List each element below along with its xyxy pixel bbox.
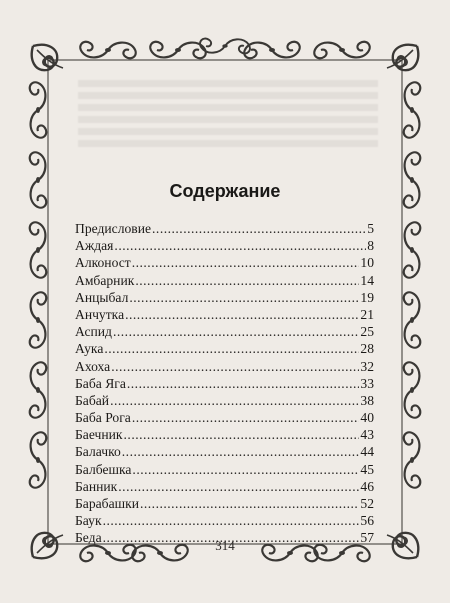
toc-entry-title: Анчутка [75, 306, 125, 322]
toc-entry [75, 495, 374, 512]
toc-entry-page: 46 [360, 478, 374, 494]
toc-entry-title: Баук [75, 513, 102, 529]
toc-entry [75, 237, 374, 254]
dot-leader [104, 340, 359, 357]
toc-entry [75, 478, 374, 495]
toc-entry [75, 289, 374, 306]
toc-entry-title: Баба Рога [75, 410, 131, 426]
toc-entry-page: 25 [360, 324, 374, 340]
toc-entry-page: 45 [360, 461, 374, 477]
toc-entry-title: Банник [75, 478, 118, 494]
dot-leader [110, 392, 359, 409]
toc-entry-page: 57 [360, 530, 374, 546]
toc-entry-title: Беда [75, 530, 102, 546]
toc-entry [75, 443, 374, 460]
toc-entry-page: 14 [360, 272, 374, 288]
toc-entry-page: 44 [360, 444, 374, 460]
toc-entry-title: Алконост [75, 255, 131, 271]
toc-entry [75, 375, 374, 392]
toc-entry-title: Балбешка [75, 461, 132, 477]
toc-entry [75, 392, 374, 409]
toc-entry-title: Аждая [75, 238, 114, 254]
table-of-contents [75, 220, 374, 547]
toc-entry [75, 272, 374, 289]
dot-leader [132, 461, 359, 478]
dot-leader [132, 409, 360, 426]
dot-leader [124, 426, 360, 443]
toc-entry [75, 461, 374, 478]
toc-entry-page: 52 [360, 496, 374, 511]
dot-leader [118, 478, 359, 495]
dot-leader [125, 306, 359, 323]
dot-leader [152, 220, 366, 237]
page-number: 314 [215, 538, 235, 553]
dot-leader [132, 254, 360, 271]
toc-entry-page: 56 [360, 513, 374, 529]
dot-leader [135, 272, 359, 289]
page-title: Содержание [169, 181, 281, 201]
toc-entry-title: Амбарник [75, 272, 135, 288]
dot-leader [111, 358, 359, 375]
toc-entry-title: Баба Яга [75, 375, 126, 391]
toc-entry-page: 43 [360, 427, 374, 443]
toc-entry-page: 19 [360, 289, 374, 305]
toc-entry-page: 28 [360, 341, 374, 357]
toc-entry-title: Балачко [75, 444, 121, 460]
toc-entry-page: 38 [360, 392, 374, 408]
toc-entry-title: Ахоха [75, 358, 111, 374]
toc-entry-title: Предисловие [75, 221, 152, 236]
toc-entry [75, 323, 374, 340]
dot-leader [113, 323, 359, 340]
toc-entry-title: Аспид [75, 324, 112, 340]
toc-entry-page: 33 [360, 375, 374, 391]
toc-entry-page: 10 [360, 255, 374, 271]
toc-entry [75, 409, 374, 426]
toc-entry-title: Барабашки [75, 496, 139, 511]
toc-entry [75, 512, 374, 529]
dot-leader [122, 443, 360, 460]
toc-entry-page: 21 [360, 306, 374, 322]
toc-entry-page: 40 [360, 410, 374, 426]
toc-entry-page: 5 [367, 221, 374, 236]
toc-entry [75, 340, 374, 357]
toc-entry [75, 220, 374, 237]
toc-entry [75, 254, 374, 271]
toc-entry-title: Бабай [75, 392, 110, 408]
dot-leader [140, 495, 359, 512]
toc-entry-page: 32 [360, 358, 374, 374]
dot-leader [103, 512, 360, 529]
toc-entry-title: Аука [75, 341, 104, 357]
dot-leader [129, 289, 359, 306]
toc-entry [75, 358, 374, 375]
toc-entry-title: Баечник [75, 427, 123, 443]
toc-entry-title: Анцыбал [75, 289, 129, 305]
show-through-text [78, 80, 378, 150]
toc-entry-page: 8 [367, 238, 374, 254]
dot-leader [114, 237, 366, 254]
dot-leader [127, 375, 360, 392]
toc-entry [75, 426, 374, 443]
toc-entry [75, 306, 374, 323]
